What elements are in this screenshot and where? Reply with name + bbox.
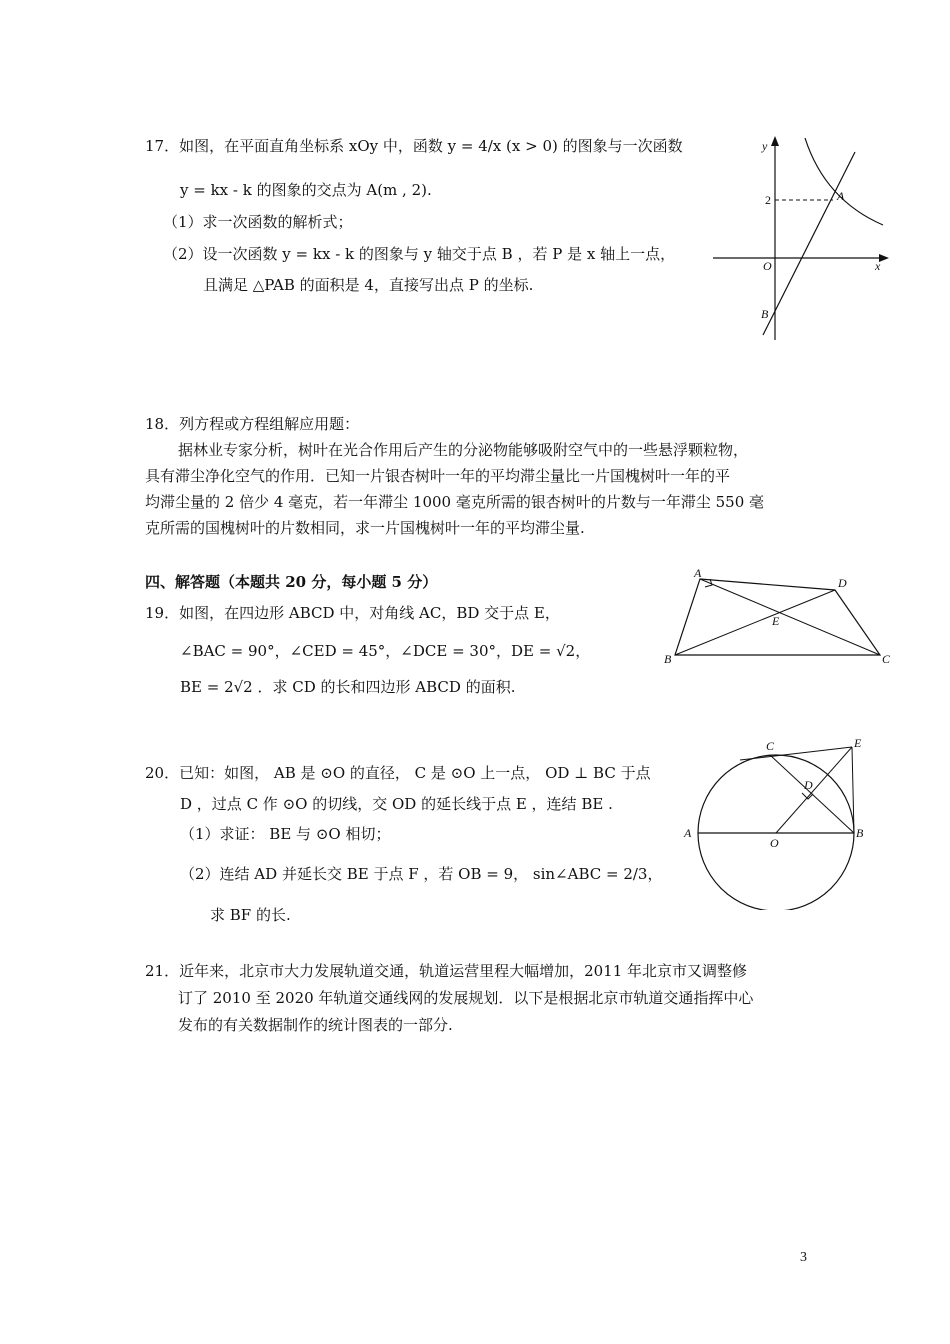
q20-point-d-label: D <box>804 778 813 792</box>
q20-point-a-label: A <box>684 826 692 840</box>
q19-line-1: 19．如图，在四边形 ABCD 中，对角线 AC，BD 交于点 E， <box>145 604 560 622</box>
q19-quadrilateral-figure <box>660 565 895 675</box>
page-number: 3 <box>800 1250 807 1265</box>
q18-line-4: 均滞尘量的 2 倍少 4 毫克，若一年滞尘 1000 毫克所需的银杏树叶的片数与一年滞尘 550 毫 <box>145 493 765 511</box>
q20-part-2: （2）连结 AD 并延长交 BE 于点 F ，若 OB = 9， sin∠ABC = 2/3， <box>180 865 663 883</box>
q19-point-d-label: D <box>838 576 847 590</box>
section-4-heading: 四、解答题（本题共 20 分，每小题 5 分） <box>145 573 438 591</box>
q21-line-3: 发布的有关数据制作的统计图表的一部分. <box>178 1016 453 1034</box>
q20-point-e-label: E <box>854 736 862 750</box>
q17-point-b-label: B <box>761 307 769 321</box>
q20-point-c-label: C <box>766 739 775 753</box>
q19-point-c-label: C <box>882 652 891 666</box>
q17-y-label: y <box>762 139 768 153</box>
q18-line-3: 具有滞尘净化空气的作用．已知一片银杏树叶一年的平均滞尘量比一片国槐树叶一年的平 <box>145 467 731 485</box>
q17-part-1: （1）求一次函数的解析式； <box>163 213 353 231</box>
q19-point-e-label: E <box>772 614 780 628</box>
q17-x-label: x <box>875 259 881 273</box>
q18-line-5: 克所需的国槐树叶的片数相同，求一片国槐树叶一年的平均滞尘量. <box>145 519 585 537</box>
q20-part-1: （1）求证： BE 与 ⊙O 相切； <box>180 825 391 843</box>
q17-origin-label: O <box>763 259 772 273</box>
q17-point-a-label: A <box>837 189 845 203</box>
q17-line-2: y = kx - k 的图象的交点为 A(m , 2). <box>180 181 432 199</box>
q21-line-2: 订了 2010 至 2020 年轨道交通线网的发展规划．以下是根据北京市轨道交通指挥中心 <box>178 989 754 1007</box>
q17-tick-2-label: 2 <box>765 193 771 207</box>
q21-line-1: 21．近年来，北京市大力发展轨道交通，轨道运营里程大幅增加，2011 年北京市又调整修 <box>145 962 748 980</box>
q20-point-b-label: B <box>856 826 864 840</box>
q20-line-2: D ，过点 C 作 ⊙O 的切线，交 OD 的延长线于点 E ，连结 BE . <box>180 795 613 813</box>
q19-line-3: BE = 2√2 ．求 CD 的长和四边形 ABCD 的面积. <box>180 678 516 696</box>
q18-line-1: 18．列方程或方程组解应用题： <box>145 415 360 433</box>
q20-line-1: 20．已知：如图， AB 是 ⊙O 的直径， C 是 ⊙O 上一点， OD ⊥ BC 于点 <box>145 764 651 782</box>
q20-center-o-label: O <box>770 836 779 850</box>
q17-coordinate-figure <box>705 130 895 345</box>
q17-part-2: （2）设一次函数 y = kx - k 的图象与 y 轴交于点 B ，若 P 是 x 轴上一点， <box>163 245 676 263</box>
q19-point-a-label: A <box>694 566 702 580</box>
q17-line-1: 17．如图，在平面直角坐标系 xOy 中，函数 y = 4/x (x > 0) 的图象与一次函数 <box>145 137 683 155</box>
q18-line-2: 据林业专家分析，树叶在光合作用后产生的分泌物能够吸附空气中的一些悬浮颗粒物， <box>178 441 749 459</box>
q20-part-2-cont: 求 BF 的长. <box>210 906 291 924</box>
q19-line-2: ∠BAC = 90°，∠CED = 45°，∠DCE = 30°，DE = √2， <box>180 642 591 660</box>
q20-circle-figure <box>680 735 880 910</box>
q17-part-2-cont: 且满足 △PAB 的面积是 4，直接写出点 P 的坐标. <box>203 276 534 294</box>
q19-point-b-label: B <box>664 652 672 666</box>
